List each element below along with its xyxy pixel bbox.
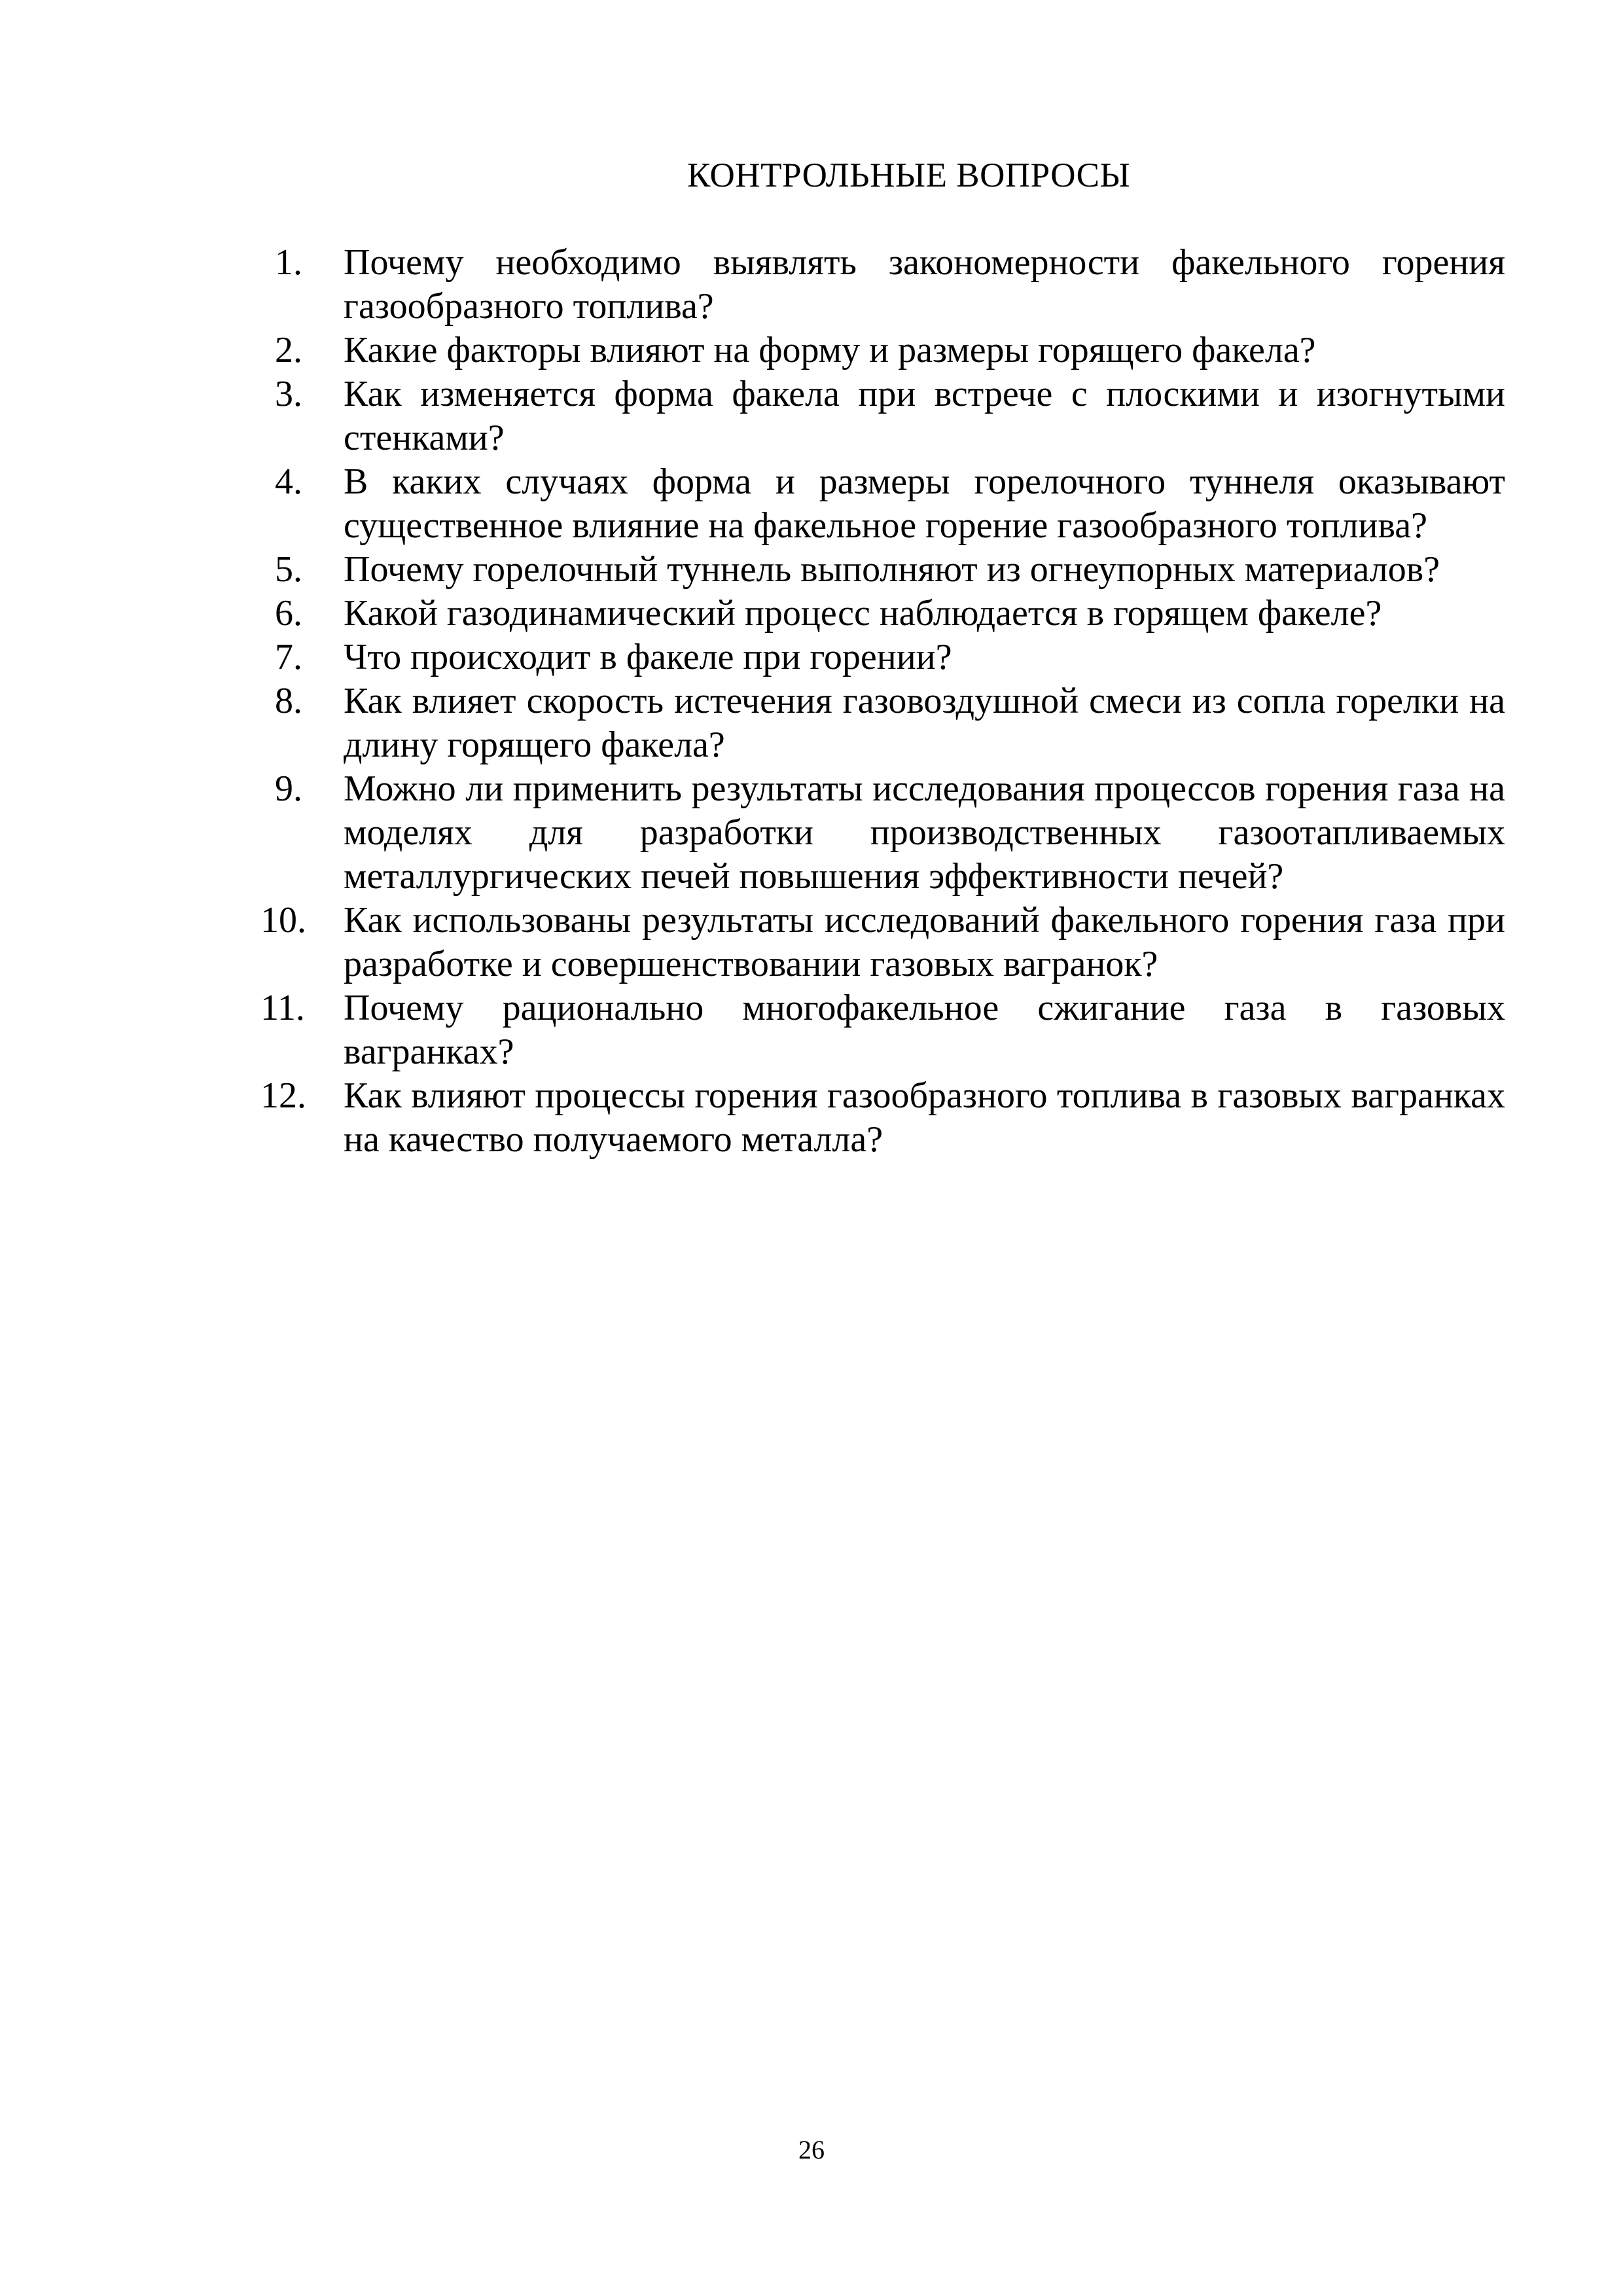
question-text: Как влияют процессы горения газообразного топлива в газовых вагранках на качество получаемого металла? — [344, 1075, 1505, 1160]
list-item — [275, 548, 1505, 592]
questions-list — [260, 241, 1505, 1162]
list-item — [275, 241, 1505, 329]
question-number: 4. — [275, 461, 302, 502]
question-number: 12. — [260, 1075, 306, 1116]
question-text: В каких случаях форма и размеры горелочного туннеля оказывают существенное влияние на факельное горение газообразного топлива? — [344, 461, 1505, 546]
question-number: 8. — [275, 681, 302, 721]
list-item — [275, 372, 1505, 460]
question-text: Почему рационально многофакельное сжигание газа в газовых вагранках? — [344, 988, 1505, 1072]
question-number: 10. — [260, 900, 306, 941]
question-text: Какие факторы влияют на форму и размеры горящего факела? — [344, 330, 1316, 370]
question-text: Можно ли применить результаты исследования процессов горения газа на моделях для разработки производственных газоотапливаемых металлургических печей повышения эффективности печей? — [344, 768, 1505, 897]
question-number: 6. — [275, 593, 302, 634]
question-text: Почему горелочный туннель выполняют из огнеупорных материалов? — [344, 549, 1440, 590]
question-text: Как изменяется форма факела при встрече с плоскими и изогнутыми стенками? — [344, 374, 1505, 458]
question-text: Как использованы результаты исследований факельного горения газа при разработке и совершенствовании газовых вагранок? — [344, 900, 1505, 984]
question-number: 9. — [275, 768, 302, 809]
list-item — [275, 460, 1505, 548]
question-number: 1. — [275, 242, 302, 283]
question-text: Как влияет скорость истечения газовоздушной смеси из сопла горелки на длину горящего факела? — [344, 681, 1505, 765]
list-item — [275, 636, 1505, 679]
list-item — [275, 329, 1505, 372]
question-number: 5. — [275, 549, 302, 590]
question-text: Почему необходимо выявлять закономерности факельного горения газообразного топлива? — [344, 242, 1505, 327]
list-item — [260, 1074, 1505, 1162]
question-number: 7. — [275, 637, 302, 677]
question-number: 3. — [275, 374, 302, 414]
question-text: Какой газодинамический процесс наблюдается в горящем факеле? — [344, 593, 1382, 634]
question-number: 11. — [260, 988, 305, 1028]
question-text: Что происходит в факеле при горении? — [344, 637, 952, 677]
page-title: КОНТРОЛЬНЫЕ ВОПРОСЫ — [687, 156, 1131, 194]
list-item — [275, 767, 1505, 899]
list-item — [275, 679, 1505, 767]
list-item — [260, 899, 1505, 986]
list-item — [260, 986, 1505, 1074]
question-number: 2. — [275, 330, 302, 370]
page-number: 26 — [798, 2135, 825, 2164]
list-item — [275, 592, 1505, 636]
